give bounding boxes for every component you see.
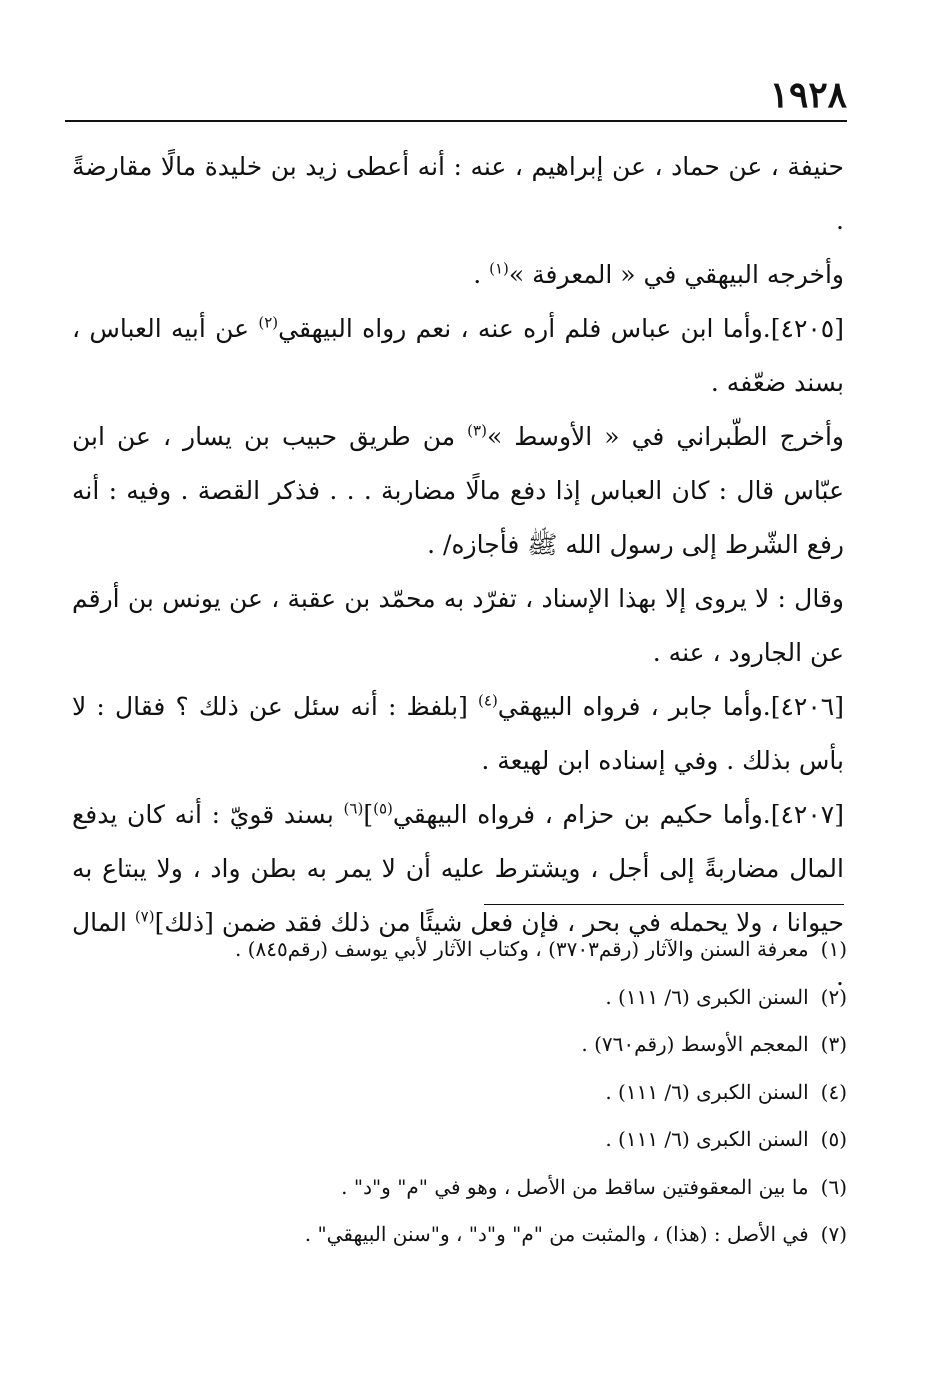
footnote-text: في الأصل : (هذا) ، والمثبت من "م" و"د" ، و"سنن البيهقي" .: [304, 1222, 809, 1246]
paragraph-text: .: [473, 260, 490, 289]
paragraph-text: ]: [363, 800, 374, 829]
paragraph: [72, 248, 844, 302]
paragraph-text: المال .: [72, 908, 844, 991]
footnotes: [72, 926, 847, 1259]
footnote-reference[interactable]: (٢): [258, 313, 279, 332]
footnote-number: (٢): [820, 984, 847, 1009]
paragraph-text: وأخرج الطّبراني في « الأوسط »: [486, 422, 845, 451]
paragraph: [72, 572, 844, 680]
paragraph-text: وأخرجه البيهقي في « المعرفة »: [508, 260, 844, 289]
paragraph-text: [٤٢٠٧].وأما حكيم بن حزام ، فرواه البيهقي: [392, 800, 844, 829]
footnote-number: (١): [820, 937, 847, 961]
paragraph-text: وقال : لا يروى إلا بهذا الإسناد ، تفرّد به محمّد بن عقبة ، عن يونس بن أرقم عن الجارود ، عنه .: [72, 584, 844, 667]
footnote: [72, 926, 847, 974]
footnote-text: السنن الكبرى (٦/ ١١١) .: [605, 1079, 809, 1104]
footnote-number: (٣): [820, 1032, 847, 1056]
footnote-number: (٤): [820, 1079, 847, 1104]
paragraph-text: بسند قويّ : أنه كان يدفع المال مضاربةً إلى أجل ، ويشترط عليه أن لا يمر به بطن واد ، ولا يبتاع به حيوانا ، ولا يحمله في بحر ، فإن فعل شيئًا من ذلك فقد ضمن [ذلك]: [72, 800, 844, 937]
footnote-reference[interactable]: (٧): [134, 907, 155, 926]
footnote: [72, 1116, 847, 1164]
footnote-reference[interactable]: (٦): [343, 799, 364, 818]
footnote-reference[interactable]: (٣): [467, 421, 487, 440]
paragraph: [72, 410, 844, 572]
paragraph: [72, 680, 844, 788]
page-number: ١٩٢٨: [769, 74, 847, 116]
footnote: [72, 1021, 847, 1069]
footnote-number: (٧): [820, 1222, 847, 1246]
body-text: [72, 140, 844, 1004]
paragraph-text: عن أبيه العباس ، بسند ضعّفه .: [72, 314, 844, 397]
footnote-text: ما بين المعقوفتين ساقط من الأصل ، وهو في "م" و"د" .: [341, 1174, 809, 1199]
footnote-text: المعجم الأوسط (رقم٧٦٠) .: [581, 1032, 809, 1056]
footnote-text: معرفة السنن والآثار (رقم٣٧٠٣) ، وكتاب الآثار لأبي يوسف (رقم٨٤٥) .: [234, 937, 809, 961]
footnote-number: (٥): [820, 1127, 847, 1151]
footnote: [72, 1069, 847, 1117]
paragraph-text: [٤٢٠٦].وأما جابر ، فرواه البيهقي: [497, 692, 844, 721]
footnote: [72, 974, 847, 1022]
paragraph-text: [٤٢٠٥].وأما ابن عباس فلم أره عنه ، نعم رواه البيهقي: [278, 314, 844, 343]
footnote: [72, 1164, 847, 1212]
header-rule: [65, 120, 847, 122]
paragraph: [72, 140, 844, 248]
footnote: [72, 1211, 847, 1259]
paragraph-text: [بلفظ : أنه سئل عن ذلك ؟ فقال : لا بأس بذلك . وفي إسناده ابن لهيعة .: [72, 692, 844, 775]
footnote-reference[interactable]: (٥): [373, 799, 393, 818]
paragraph: [72, 302, 844, 410]
footnote-number: (٦): [820, 1174, 847, 1199]
footnote-text: السنن الكبرى (٦/ ١١١) .: [605, 1127, 809, 1151]
footnote-reference[interactable]: (٤): [478, 691, 498, 710]
footnote-rule: [484, 904, 844, 905]
footnote-reference[interactable]: (١): [489, 259, 509, 278]
paragraph-text: من طريق حبيب بن يسار ، عن ابن عبّاس قال : كان العباس إذا دفع مالًا مضاربة . . . فذكر القصة . وفيه : أنه رفع الشّرط إلى رسول الله ﷺ فأجازه/ .: [72, 422, 844, 559]
footnote-text: السنن الكبرى (٦/ ١١١) .: [605, 984, 809, 1009]
paragraph-text: حنيفة ، عن حماد ، عن إبراهيم ، عنه : أنه أعطى زيد بن خليدة مالًا مقارضةً .: [72, 152, 844, 235]
